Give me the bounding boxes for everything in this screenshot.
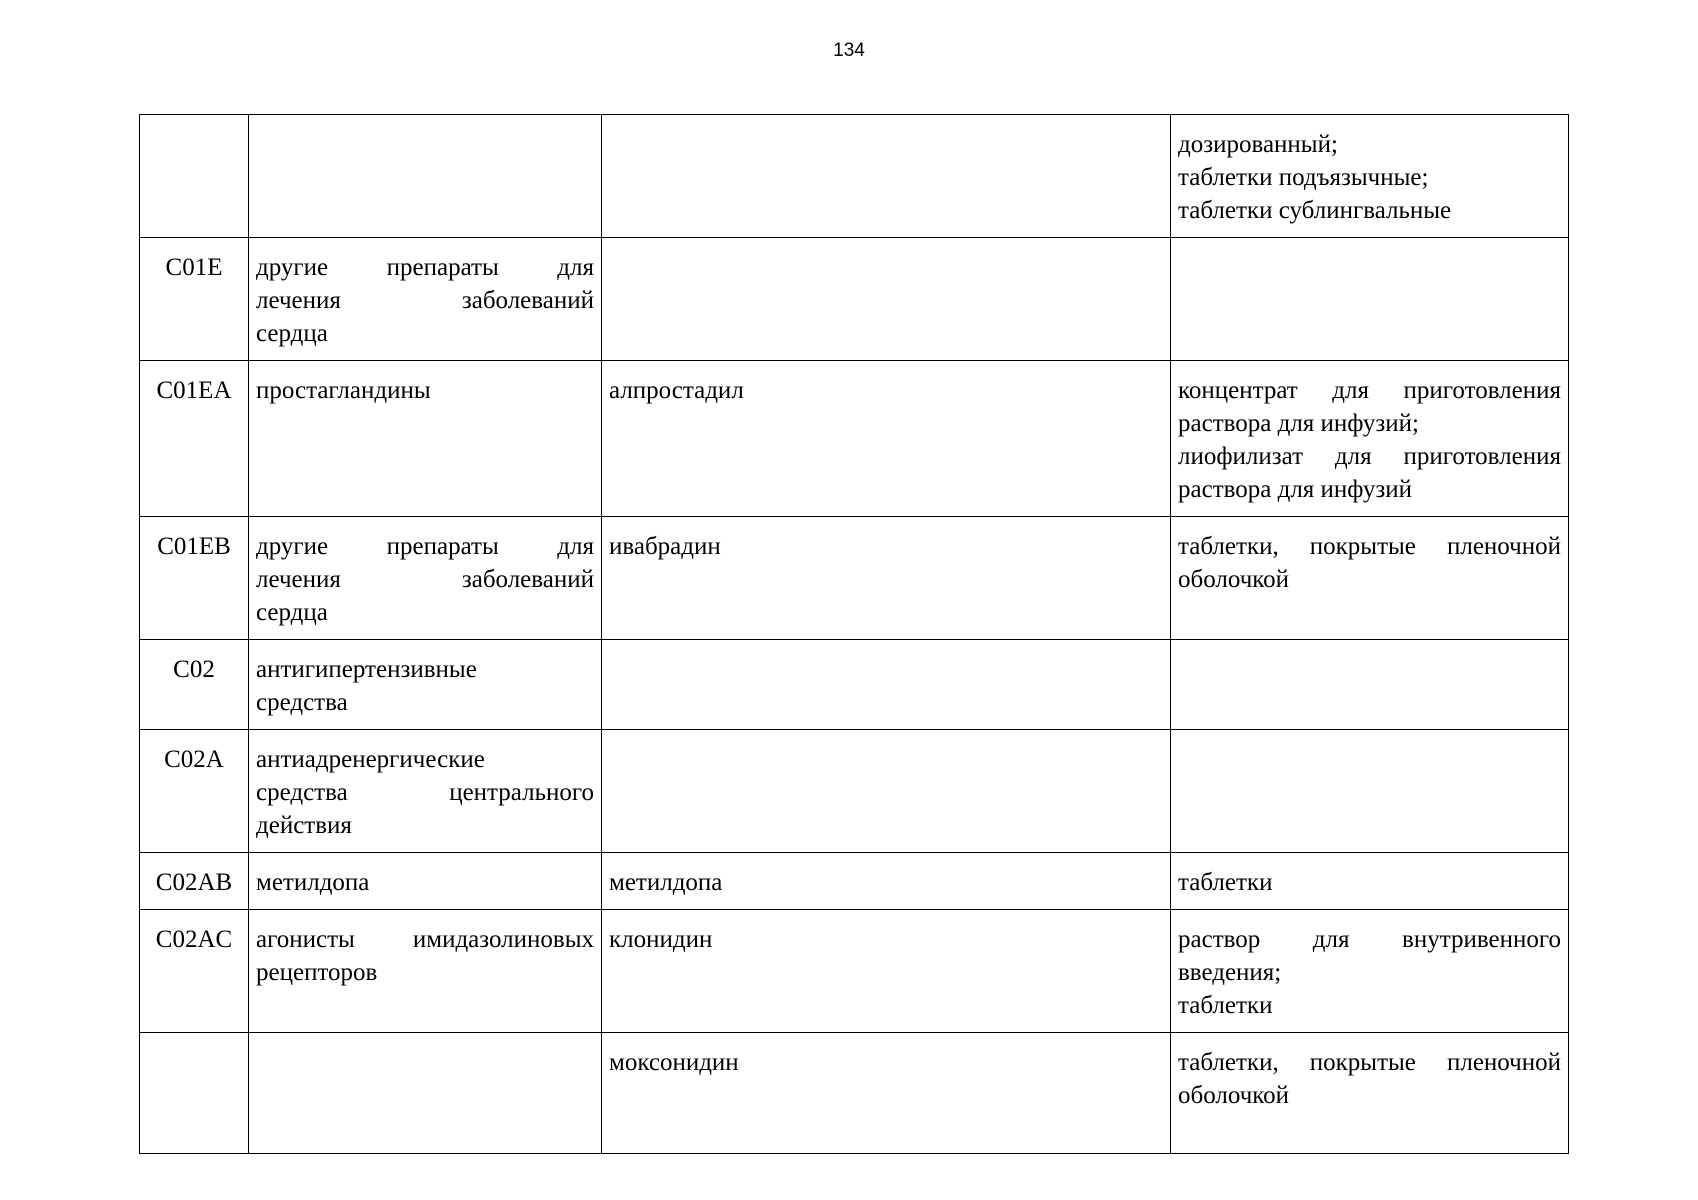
atc-code-cell: C02AB <box>140 853 249 910</box>
group-line: метилдопа <box>256 869 370 896</box>
dosage-form-cell <box>1171 517 1569 640</box>
drug-name-cell: ивабрадин <box>602 517 1171 640</box>
atc-code-cell: C01EA <box>140 361 249 517</box>
dosage-form-cell <box>1171 730 1569 853</box>
page-number: 134 <box>833 40 865 61</box>
group-line: сердца <box>256 320 328 347</box>
group-line: другие препараты для <box>256 254 594 281</box>
group-cell <box>249 730 602 853</box>
drug-table <box>139 114 1569 1154</box>
group-line: средства центрального <box>256 779 594 806</box>
dosage-form-cell <box>1171 115 1569 238</box>
drug-name-cell <box>602 238 1171 361</box>
drug-name-cell <box>602 640 1171 730</box>
dosage-form-cell <box>1171 1033 1569 1154</box>
group-line: действия <box>256 812 352 839</box>
table-row <box>140 730 1569 853</box>
dosage-form-line: дозированный; <box>1178 131 1338 158</box>
dosage-form-cell <box>1171 640 1569 730</box>
dosage-form-line: раствора для инфузий; <box>1178 410 1419 437</box>
dosage-form-line: таблетки подъязычные; <box>1178 164 1429 191</box>
table-row <box>140 361 1569 517</box>
atc-code-cell: C02 <box>140 640 249 730</box>
group-line: рецепторов <box>256 959 378 986</box>
dosage-form-line: лиофилизат для приготовления <box>1178 443 1561 470</box>
group-line: другие препараты для <box>256 533 594 560</box>
table-row <box>140 853 1569 910</box>
table-row <box>140 910 1569 1033</box>
table-row <box>140 1033 1569 1154</box>
dosage-form-line: раствора для инфузий <box>1178 476 1413 503</box>
group-line: антигипертензивные <box>256 656 477 683</box>
atc-code-cell <box>140 1033 249 1154</box>
dosage-form-line: введения; <box>1178 959 1282 986</box>
drug-name-cell <box>602 730 1171 853</box>
dosage-form-line: таблетки <box>1178 869 1273 896</box>
table-row <box>140 115 1569 238</box>
group-line: лечения заболеваний <box>256 287 594 314</box>
drug-name-cell <box>602 115 1171 238</box>
atc-code-cell: C01EB <box>140 517 249 640</box>
group-line: простагландины <box>256 377 431 404</box>
dosage-form-line: оболочкой <box>1178 1082 1290 1109</box>
group-line: средства <box>256 689 348 716</box>
dosage-form-line: раствор для внутривенного <box>1178 926 1561 953</box>
dosage-form-cell <box>1171 238 1569 361</box>
group-cell <box>249 910 602 1033</box>
drug-name-cell: метилдопа <box>602 853 1171 910</box>
group-line: антиадренергические <box>256 746 485 773</box>
dosage-form-line: таблетки <box>1178 992 1273 1019</box>
atc-code-cell: C02AC <box>140 910 249 1033</box>
dosage-form-cell <box>1171 361 1569 517</box>
dosage-form-line: таблетки, покрытые пленочной <box>1178 1049 1561 1076</box>
dosage-form-cell <box>1171 910 1569 1033</box>
group-line: агонисты имидазолиновых <box>256 926 594 953</box>
dosage-form-cell <box>1171 853 1569 910</box>
group-cell <box>249 517 602 640</box>
dosage-form-line: таблетки сублингвальные <box>1178 197 1452 224</box>
table-row <box>140 238 1569 361</box>
group-cell <box>249 361 602 517</box>
table-row <box>140 517 1569 640</box>
atc-code-cell <box>140 115 249 238</box>
group-line: сердца <box>256 599 328 626</box>
group-cell <box>249 640 602 730</box>
drug-name-cell: моксонидин <box>602 1033 1171 1154</box>
atc-code-cell: C02A <box>140 730 249 853</box>
group-cell <box>249 853 602 910</box>
atc-code-cell: C01E <box>140 238 249 361</box>
drug-name-cell: алпростадил <box>602 361 1171 517</box>
drug-name-cell: клонидин <box>602 910 1171 1033</box>
group-line: лечения заболеваний <box>256 566 594 593</box>
group-cell <box>249 1033 602 1154</box>
dosage-form-line: оболочкой <box>1178 566 1290 593</box>
table-row <box>140 640 1569 730</box>
group-cell <box>249 115 602 238</box>
dosage-form-line: концентрат для приготовления <box>1178 377 1561 404</box>
group-cell <box>249 238 602 361</box>
dosage-form-line: таблетки, покрытые пленочной <box>1178 533 1561 560</box>
